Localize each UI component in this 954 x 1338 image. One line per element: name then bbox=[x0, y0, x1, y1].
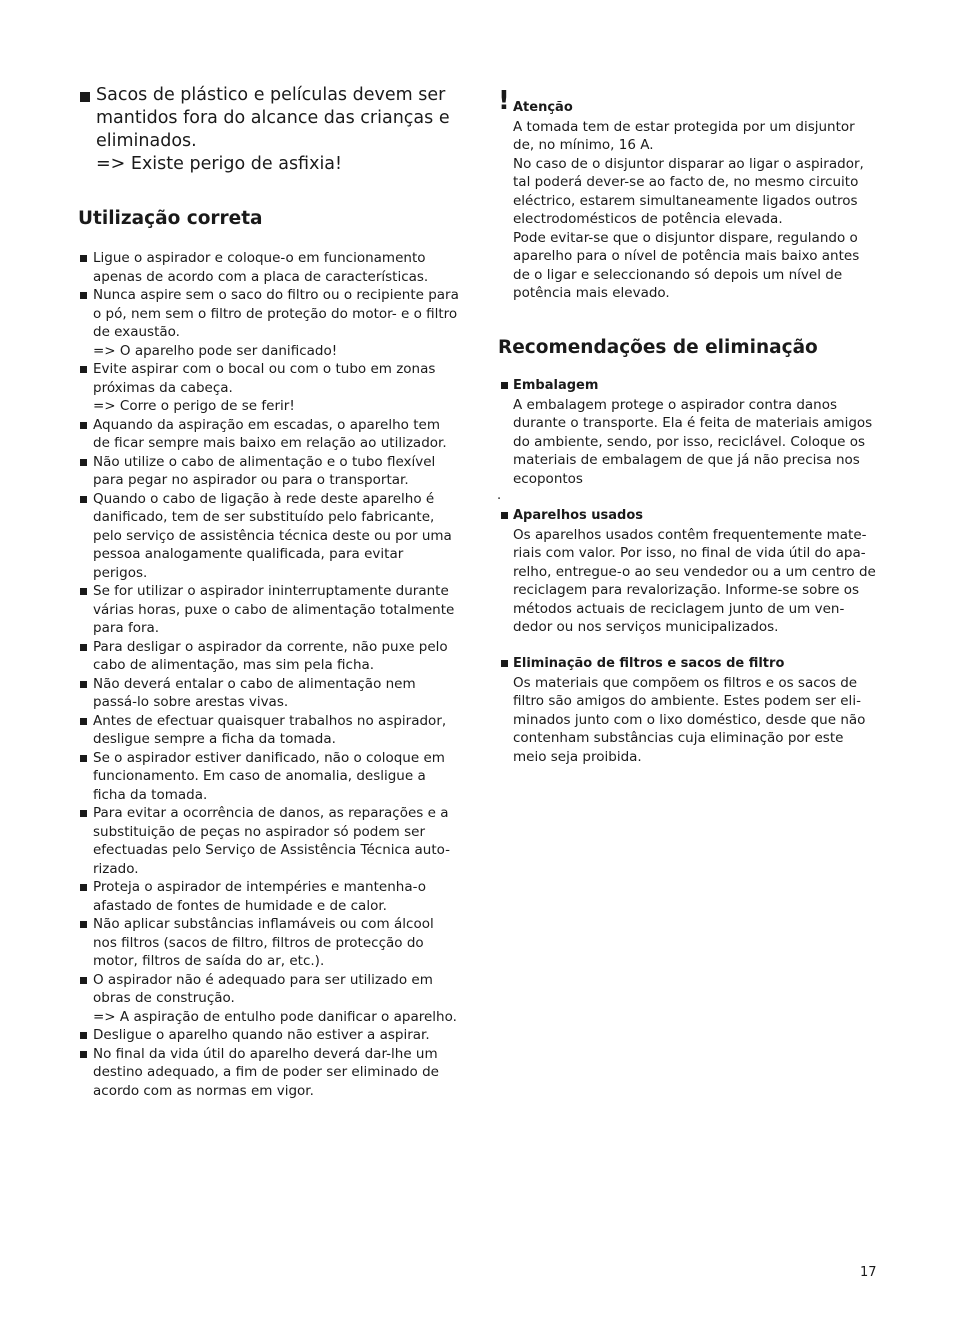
exclamation-icon: ! bbox=[498, 86, 510, 116]
usados-title: Aparelhos usados bbox=[513, 508, 644, 523]
intro-text bbox=[78, 84, 458, 176]
attention-body: A tomada tem de estar protegida por um disjuntor de, no mínimo, 16 A. No caso de o disjuntor disparar ao ligar o aspirador, tal poderá dever-se ao facto de, no mesmo circuito eléctrico, estarem simultaneamente ligados outros electrodomésticos de potência elevada. Pode evitar-se que o disjuntor dispare, regulando o aparelho para o nível de potência mais baixo antes de o ligar e seleccionando só depois um nível de potência mais elevado. bbox=[513, 118, 864, 301]
list-item bbox=[78, 1026, 460, 1045]
filtros-section bbox=[498, 655, 878, 766]
list-item bbox=[78, 286, 460, 360]
bullet-square-icon bbox=[80, 977, 87, 984]
bullet-square-icon bbox=[501, 660, 508, 667]
list-item-text: Não utilize o cabo de alimentação e o tubo flexível para pegar no aspirador ou para o transportar. bbox=[93, 453, 436, 488]
intro-line-2: => Existe perigo de asfixia! bbox=[96, 154, 343, 174]
embalagem-body: A embalagem protege o aspirador contra danos durante o transporte. Ela é feita de materiais amigos do ambiente, sendo, por isso, reciclável. Coloque os materiais de embalagem de que já não precisa nos ecopontos bbox=[513, 396, 873, 487]
list-item bbox=[78, 453, 460, 490]
embalagem-title: Embalagem bbox=[513, 378, 599, 393]
list-item-text: Para desligar o aspirador da corrente, não puxe pelo cabo de alimentação, mas sim pela ficha. bbox=[93, 638, 448, 673]
list-item bbox=[78, 416, 460, 453]
list-item bbox=[78, 582, 460, 638]
section-title-eliminacao: Recomendações de eliminação bbox=[498, 337, 818, 358]
list-item bbox=[78, 749, 460, 805]
list-item-text: Quando o cabo de ligação à rede deste aparelho é danificado, tem de ser substituído pelo fabricante, pelo serviço de assistência técnica deste ou por uma pessoa analogamente qualificada, para evitar perigos. bbox=[93, 490, 452, 581]
list-item bbox=[78, 971, 460, 1027]
list-item bbox=[78, 1045, 460, 1101]
bullet-square-icon bbox=[80, 921, 87, 928]
stray-dot: . bbox=[497, 488, 502, 503]
list-item bbox=[78, 638, 460, 675]
bullet-square-icon bbox=[80, 496, 87, 503]
bullet-square-icon bbox=[80, 1032, 87, 1039]
filtros-title: Eliminação de filtros e sacos de filtro bbox=[513, 656, 785, 671]
list-item-text: Aquando da aspiração em escadas, o aparelho tem de ficar sempre mais baixo em relação ao utilizador. bbox=[93, 416, 447, 451]
list-item bbox=[78, 490, 460, 583]
bullet-square-icon bbox=[80, 1051, 87, 1058]
bullet-square-icon bbox=[80, 292, 87, 299]
list-item-text: Não aplicar substâncias inflamáveis ou com álcool nos filtros (sacos de filtro, filtros de protecção do motor, filtros de saída do ar, etc.). bbox=[93, 916, 434, 969]
list-item bbox=[78, 878, 460, 915]
bullet-square-icon bbox=[501, 512, 508, 519]
usados-head bbox=[498, 507, 878, 526]
bullet-square-icon bbox=[80, 681, 87, 688]
page-number: 17 bbox=[860, 1265, 877, 1280]
bullet-square-icon bbox=[80, 644, 87, 651]
list-item bbox=[78, 249, 460, 286]
bullet-square-icon bbox=[80, 588, 87, 595]
list-item-text: O aspirador não é adequado para ser utilizado em obras de construção. => A aspiração de entulho pode danificar o aparelho. bbox=[93, 971, 457, 1025]
bullet-square-icon bbox=[80, 422, 87, 429]
bullet-square-icon bbox=[80, 255, 87, 262]
list-item bbox=[78, 712, 460, 749]
attention-note bbox=[498, 88, 878, 303]
list-item-text: Se o aspirador estiver danificado, não o coloque em funcionamento. Em caso de anomalia, desligue a ficha da tomada. bbox=[93, 749, 445, 803]
list-item-text: Para evitar a ocorrência de danos, as reparações e a substituição de peças no aspirador só podem ser efectuadas pelo Serviço de Assistência Técnica auto-rizado. bbox=[93, 805, 451, 877]
list-item-text: Não deverá entalar o cabo de alimentação nem passá-lo sobre arestas vivas. bbox=[93, 675, 416, 710]
utilizacao-list bbox=[78, 249, 460, 1100]
filtros-head bbox=[498, 655, 878, 674]
list-item bbox=[78, 675, 460, 712]
intro-line-1: Sacos de plástico e películas devem ser mantidos fora do alcance das crianças e eliminados. bbox=[96, 85, 450, 151]
embalagem-section bbox=[498, 377, 878, 488]
list-item-text: Evite aspirar com o bocal ou com o tubo em zonas próximas da cabeça. => Corre o perigo de se ferir! bbox=[93, 361, 436, 414]
list-item bbox=[78, 804, 460, 878]
bullet-square-icon bbox=[501, 382, 508, 389]
bullet-square-icon bbox=[80, 755, 87, 762]
list-item bbox=[78, 360, 460, 416]
list-item-text: Desligue o aparelho quando não estiver a aspirar. bbox=[93, 1027, 430, 1043]
bullet-square-icon bbox=[80, 810, 87, 817]
section-title-utilizacao: Utilização correta bbox=[78, 208, 263, 229]
bullet-square-icon bbox=[80, 459, 87, 466]
bullet-square-icon bbox=[80, 366, 87, 373]
list-item-text: Nunca aspire sem o saco do filtro ou o recipiente para o pó, nem sem o filtro de proteção do motor- e o filtro de exaustão. => O aparelho pode ser danificado! bbox=[93, 287, 459, 359]
bullet-square-icon bbox=[80, 92, 90, 102]
bullet-square-icon bbox=[80, 718, 87, 725]
list-item-text: Se for utilizar o aspirador ininterruptamente durante várias horas, puxe o cabo de alimentação totalmente para fora. bbox=[93, 583, 455, 636]
usados-body: Os aparelhos usados contêm frequentemente mate-riais com valor. Por isso, no final de vida útil do apa-relho, entregue-o ao seu vendedor ou a um centro de reciclagem para revalorização. Informe-se sobre os métodos actuais de reciclagem junto de um ven-dedor ou nos serviços municipalizados. bbox=[513, 526, 876, 635]
bullet-square-icon bbox=[80, 884, 87, 891]
list-item-text: Ligue o aspirador e coloque-o em funcionamento apenas de acordo com a placa de características. bbox=[93, 250, 429, 285]
list-item bbox=[78, 915, 460, 971]
filtros-body: Os materiais que compõem os filtros e os sacos de filtro são amigos do ambiente. Estes podem ser eli-minados junto com o lixo doméstico, desde que não contenham substâncias cuja eliminação por este meio seja proibida. bbox=[513, 674, 866, 765]
list-item-text: No final da vida útil do aparelho deverá dar-lhe um destino adequado, a fim de poder ser eliminado de acordo com as normas em vigor. bbox=[93, 1045, 439, 1099]
attention-title: Atenção bbox=[513, 100, 573, 115]
list-item-text: Proteja o aspirador de intempéries e mantenha-o afastado de fontes de humidade e de calor. bbox=[93, 879, 426, 914]
aparelhos-usados-section bbox=[498, 507, 878, 637]
intro-warning bbox=[78, 84, 458, 176]
embalagem-head bbox=[498, 377, 878, 396]
list-item-text: Antes de efectuar quaisquer trabalhos no aspirador, desligue sempre a ficha da tomada. bbox=[93, 712, 447, 747]
